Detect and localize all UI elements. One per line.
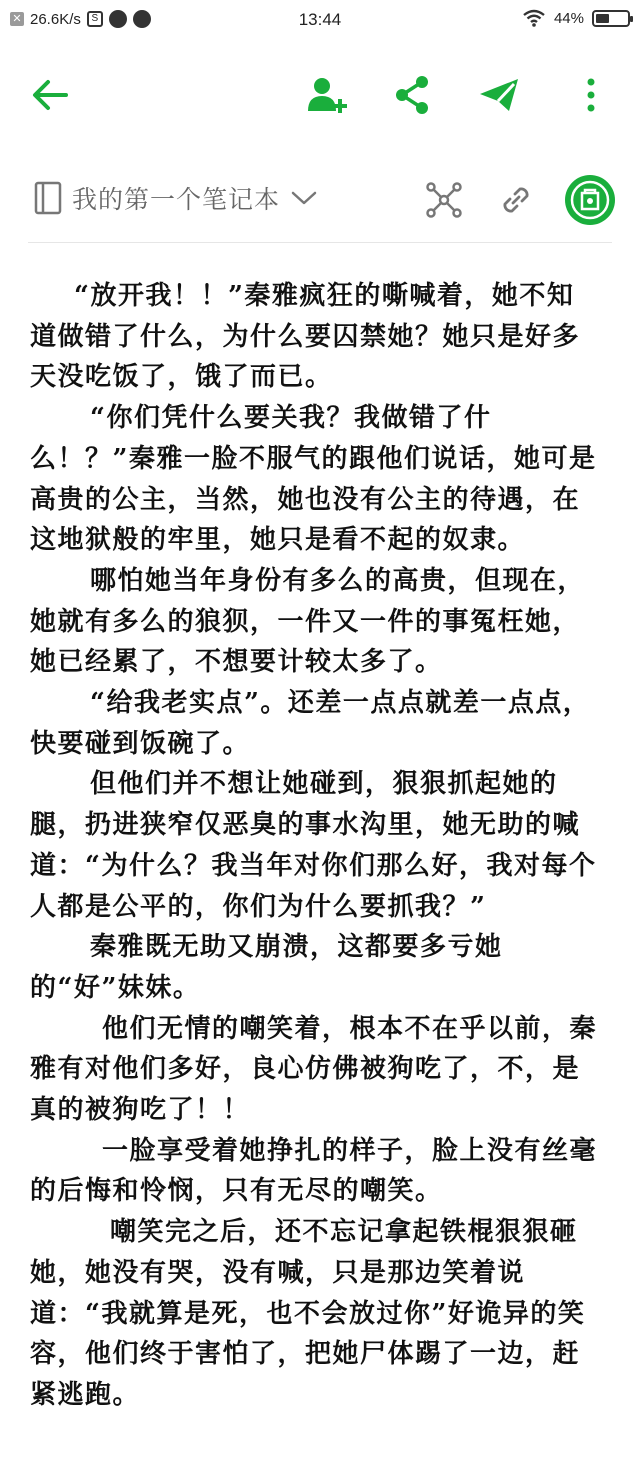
paragraph: 嘲笑完之后，还不忘记拿起铁棍狠狠砸她，她没有哭，没有喊，只是那边笑着说道：“我就算是死，也不会放过你”好诡异的笑容，他们终于害怕了，把她尸体踢了一边，赶紧逃跑。 <box>30 1217 586 1410</box>
paragraph: 但他们并不想让她碰到，狠狠抓起她的腿，扔进狭窄仅恶臭的事水沟里，她无助的喊道：“为什么？我当年对你们那么好，我对每个人都是公平的，你们为什么要抓我？” <box>30 769 597 922</box>
battery-fill <box>596 14 609 23</box>
sim-icon: S <box>87 11 103 27</box>
battery-percent: 44% <box>553 9 584 27</box>
notification-close-icon: ✕ <box>10 12 24 26</box>
notebook-bar <box>0 170 640 230</box>
network-speed: 26.6K/s <box>30 10 81 28</box>
chevron-down-icon <box>290 188 318 208</box>
paragraph: 他们无情的嘲笑着，根本不在乎以前，秦雅有对他们多好，良心仿佛被狗吃了，不，是真的被狗吃了！！ <box>30 1013 598 1126</box>
link-button[interactable] <box>496 180 536 224</box>
divider <box>28 242 612 243</box>
add-collaborator-button[interactable] <box>302 70 352 120</box>
link-icon <box>496 180 536 220</box>
wifi-icon <box>522 9 546 27</box>
mindmap-icon <box>424 180 464 220</box>
more-button[interactable] <box>566 70 616 120</box>
paragraph: “放开我！！”秦雅疯狂的嘶喊着，她不知道做错了什么，为什么要囚禁她？她只是好多天没吃饭了，饿了而已。 <box>30 281 581 393</box>
status-bar <box>0 0 640 42</box>
arrow-left-icon <box>30 77 70 113</box>
send-button[interactable] <box>474 70 524 120</box>
back-button[interactable] <box>25 70 75 120</box>
paragraph: “给我老实点”。还差一点点就差一点点，快要碰到饭碗了。 <box>30 688 591 759</box>
notebook-selector[interactable] <box>34 180 318 216</box>
status-time: 13:44 <box>298 10 342 29</box>
mindmap-button[interactable] <box>424 180 464 224</box>
sync-status-button[interactable] <box>564 174 616 230</box>
top-toolbar <box>0 60 640 130</box>
paragraph: 哪怕她当年身份有多么的高贵，但现在，她就有多么的狼狈，一件又一件的事冤枉她，她已经累了，不想要计较太多了。 <box>30 565 586 678</box>
notebook-icon <box>34 181 62 215</box>
notebook-title: 我的第一个笔记本 <box>72 185 281 214</box>
status-right <box>522 9 630 27</box>
send-icon <box>478 76 520 114</box>
more-vertical-icon <box>586 78 596 112</box>
paragraph: “你们凭什么要关我？我做错了什么！？”秦雅一脸不服气的跟他们说话，她可是高贵的公主，当然，她也没有公主的待遇，在这地狱般的牢里，她只是看不起的奴隶。 <box>30 403 597 556</box>
paragraph: 秦雅既无助又崩溃，这都要多亏她的“好”妹妹。 <box>30 932 503 1003</box>
add-user-icon <box>306 75 348 115</box>
share-icon <box>394 75 430 115</box>
paragraph: 一脸享受着她挣扎的样子，脸上没有丝毫的后悔和怜悯，只有无尽的嘲笑。 <box>30 1135 598 1207</box>
note-content[interactable] <box>30 276 598 1416</box>
share-button[interactable] <box>387 70 437 120</box>
sync-status-icon <box>564 174 616 226</box>
battery-icon <box>592 10 630 27</box>
